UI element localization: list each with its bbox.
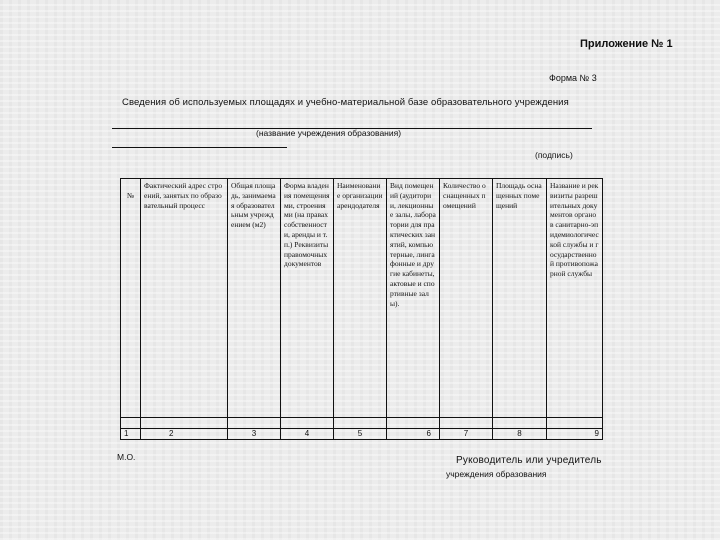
column-number: 9 [547, 429, 603, 440]
table-cell[interactable] [334, 418, 387, 429]
column-number: 1 [121, 429, 141, 440]
table-header-row [121, 179, 603, 418]
column-header-equipped-area: Площадь оснащенных помещений [493, 179, 547, 418]
table-cell[interactable] [281, 418, 334, 429]
column-number: 5 [334, 429, 387, 440]
form-number: Форма № 3 [549, 73, 597, 83]
document-title: Сведения об используемых площадях и учебно-материальной базе образовательного учреждения [122, 97, 569, 108]
premises-table [120, 178, 603, 440]
signature-caption: (подпись) [535, 150, 573, 160]
column-header-total-area: Общая площадь, занимаемая образовательным учреждением (м2) [228, 179, 281, 418]
column-number: 6 [387, 429, 440, 440]
institution-name-caption: (название учреждения образования) [256, 128, 402, 138]
column-header-permits: Название и реквизиты разрешительных документов органов санитарно-эпидемиологической службы и государственной противопожарной службы [547, 179, 603, 418]
column-header-premises-type: Вид помещений (аудитории, лекционные залы, лаборатории для практических занятий, компьютерные, лингафонные и другие кабинеты, актовые и спортивные залы). [387, 179, 440, 418]
column-number: 2 [141, 429, 228, 440]
column-header-number: № [121, 179, 141, 418]
table-cell[interactable] [440, 418, 493, 429]
column-header-ownership-form: Форма владения помещениями, строениями (на правах собственности, аренды и т.п.) Реквизиты правомочных документов [281, 179, 334, 418]
column-header-address: Фактический адрес строений, занятых по образовательный процесс [141, 179, 228, 418]
column-number: 8 [493, 429, 547, 440]
appendix-label: Приложение № 1 [580, 38, 673, 50]
signer-sublabel: учреждения образования [446, 469, 547, 479]
table-cell[interactable] [228, 418, 281, 429]
table-row [121, 418, 603, 429]
column-header-lessor: Наименование организации арендодателя [334, 179, 387, 418]
stamp-label: М.О. [117, 452, 136, 462]
signature-line [112, 147, 287, 148]
signer-label: Руководитель или учредитель [456, 455, 602, 466]
table-cell[interactable] [547, 418, 603, 429]
table-cell[interactable] [121, 418, 141, 429]
column-number-row [121, 429, 603, 440]
table-cell[interactable] [493, 418, 547, 429]
column-number: 3 [228, 429, 281, 440]
table-cell[interactable] [141, 418, 228, 429]
column-header-equipped-count: Количество оснащенных помещений [440, 179, 493, 418]
table-cell[interactable] [387, 418, 440, 429]
column-number: 4 [281, 429, 334, 440]
column-number: 7 [440, 429, 493, 440]
